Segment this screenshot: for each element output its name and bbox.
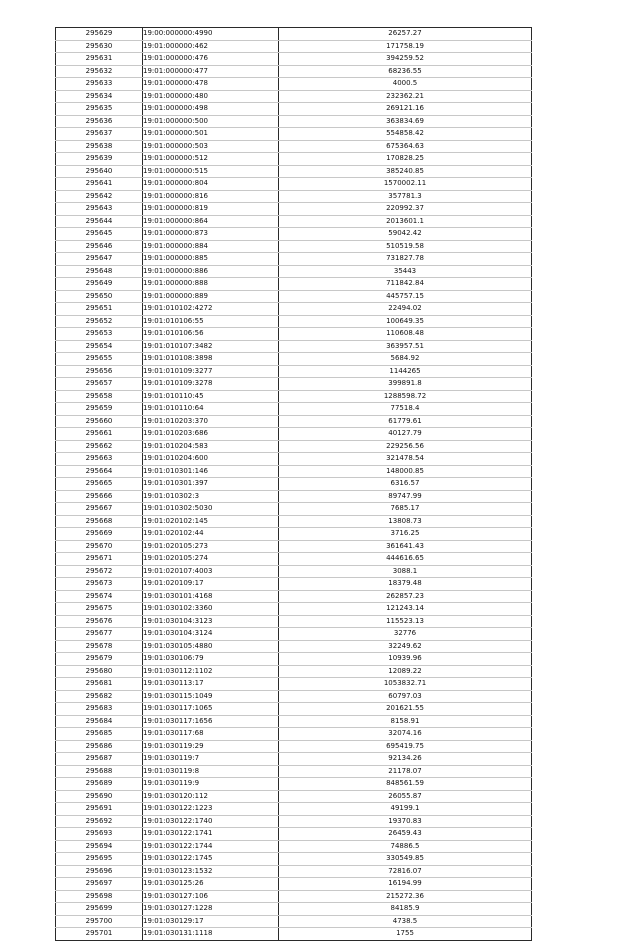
table-row [56,603,532,616]
table-row [56,240,532,253]
row-reference-cell: 19:01:010302:5030 [143,503,279,516]
table-row [56,103,532,116]
row-reference-cell: 19:01:000000:816 [143,190,279,203]
row-reference-cell: 19:01:030112:1102 [143,665,279,678]
row-id-cell: 295630 [56,40,143,53]
row-amount-cell: 6316.57 [279,478,532,491]
data-table [55,27,532,941]
table-row [56,340,532,353]
table-row [56,628,532,641]
table-row [56,778,532,791]
row-id-cell: 295648 [56,265,143,278]
row-amount-cell: 711842.84 [279,278,532,291]
row-amount-cell: 399891.8 [279,378,532,391]
row-reference-cell: 19:01:010106:56 [143,328,279,341]
row-reference-cell: 19:01:010203:370 [143,415,279,428]
row-id-cell: 295689 [56,778,143,791]
table-row [56,40,532,53]
table-row [56,403,532,416]
row-amount-cell: 110608.48 [279,328,532,341]
table-row [56,190,532,203]
row-reference-cell: 19:01:030104:3124 [143,628,279,641]
row-amount-cell: 229256.56 [279,440,532,453]
row-reference-cell: 19:01:020102:145 [143,515,279,528]
row-id-cell: 295638 [56,140,143,153]
row-amount-cell: 361641.43 [279,540,532,553]
row-reference-cell: 19:01:030101:4168 [143,590,279,603]
row-amount-cell: 385240.85 [279,165,532,178]
row-amount-cell: 89747.99 [279,490,532,503]
row-id-cell: 295644 [56,215,143,228]
row-reference-cell: 19:01:020105:274 [143,553,279,566]
row-id-cell: 295693 [56,828,143,841]
row-reference-cell: 19:01:010108:3898 [143,353,279,366]
row-reference-cell: 19:01:000000:500 [143,115,279,128]
row-reference-cell: 19:01:000000:478 [143,78,279,91]
row-id-cell: 295686 [56,740,143,753]
row-id-cell: 295684 [56,715,143,728]
row-id-cell: 295653 [56,328,143,341]
row-amount-cell: 201621.55 [279,703,532,716]
row-id-cell: 295681 [56,678,143,691]
row-reference-cell: 19:01:030113:17 [143,678,279,691]
row-amount-cell: 394259.52 [279,53,532,66]
table-row [56,378,532,391]
row-id-cell: 295664 [56,465,143,478]
table-row [56,178,532,191]
row-reference-cell: 19:01:030120:112 [143,790,279,803]
row-id-cell: 295687 [56,753,143,766]
row-amount-cell: 731827.78 [279,253,532,266]
row-amount-cell: 170828.25 [279,153,532,166]
row-id-cell: 295654 [56,340,143,353]
row-amount-cell: 10939.96 [279,653,532,666]
row-id-cell: 295688 [56,765,143,778]
table-row [56,215,532,228]
row-reference-cell: 19:01:030104:3123 [143,615,279,628]
row-reference-cell: 19:01:010204:600 [143,453,279,466]
table-row [56,28,532,41]
row-id-cell: 295680 [56,665,143,678]
table-row [56,203,532,216]
row-amount-cell: 3716.25 [279,528,532,541]
row-id-cell: 295669 [56,528,143,541]
row-id-cell: 295667 [56,503,143,516]
row-id-cell: 295635 [56,103,143,116]
table-row [56,453,532,466]
table-row [56,753,532,766]
row-reference-cell: 19:01:030119:7 [143,753,279,766]
row-id-cell: 295699 [56,903,143,916]
row-reference-cell: 19:01:030122:1744 [143,840,279,853]
table-row [56,740,532,753]
row-reference-cell: 19:01:000000:873 [143,228,279,241]
row-amount-cell: 100649.35 [279,315,532,328]
table-row [56,253,532,266]
table-row [56,915,532,928]
table-row [56,565,532,578]
table-row [56,578,532,591]
row-id-cell: 295701 [56,928,143,941]
row-id-cell: 295700 [56,915,143,928]
row-id-cell: 295636 [56,115,143,128]
row-id-cell: 295640 [56,165,143,178]
row-reference-cell: 19:01:030125:26 [143,878,279,891]
row-id-cell: 295649 [56,278,143,291]
row-reference-cell: 19:01:020102:44 [143,528,279,541]
row-reference-cell: 19:01:000000:885 [143,253,279,266]
row-reference-cell: 19:01:000000:480 [143,90,279,103]
table-row [56,490,532,503]
row-id-cell: 295672 [56,565,143,578]
row-amount-cell: 35443 [279,265,532,278]
table-row [56,653,532,666]
row-amount-cell: 148000.85 [279,465,532,478]
row-id-cell: 295650 [56,290,143,303]
row-id-cell: 295639 [56,153,143,166]
row-id-cell: 295671 [56,553,143,566]
row-id-cell: 295677 [56,628,143,641]
row-amount-cell: 32776 [279,628,532,641]
row-amount-cell: 26257.27 [279,28,532,41]
row-reference-cell: 19:01:000000:462 [143,40,279,53]
row-reference-cell: 19:01:010110:45 [143,390,279,403]
row-amount-cell: 1570002.11 [279,178,532,191]
row-id-cell: 295666 [56,490,143,503]
table-row [56,65,532,78]
table-row [56,765,532,778]
row-id-cell: 295655 [56,353,143,366]
row-reference-cell: 19:01:000000:515 [143,165,279,178]
row-reference-cell: 19:01:000000:501 [143,128,279,141]
row-amount-cell: 220992.37 [279,203,532,216]
table-row [56,640,532,653]
row-reference-cell: 19:01:030119:9 [143,778,279,791]
table-row [56,815,532,828]
row-id-cell: 295634 [56,90,143,103]
row-amount-cell: 675364.63 [279,140,532,153]
table-row [56,90,532,103]
row-id-cell: 295647 [56,253,143,266]
table-row [56,278,532,291]
row-amount-cell: 321478.54 [279,453,532,466]
row-amount-cell: 171758.19 [279,40,532,53]
table-row [56,315,532,328]
row-amount-cell: 444616.65 [279,553,532,566]
row-id-cell: 295696 [56,865,143,878]
row-amount-cell: 554858.42 [279,128,532,141]
row-amount-cell: 4738.5 [279,915,532,928]
row-amount-cell: 3088.1 [279,565,532,578]
table-body [56,28,532,941]
row-id-cell: 295631 [56,53,143,66]
table-row [56,728,532,741]
row-amount-cell: 2013601.1 [279,215,532,228]
row-reference-cell: 19:01:020107:4003 [143,565,279,578]
row-amount-cell: 363834.69 [279,115,532,128]
row-amount-cell: 68236.55 [279,65,532,78]
row-id-cell: 295674 [56,590,143,603]
table-row [56,353,532,366]
table-row [56,165,532,178]
table-row [56,803,532,816]
row-reference-cell: 19:01:000000:819 [143,203,279,216]
table-row [56,478,532,491]
row-reference-cell: 19:01:030131:1118 [143,928,279,941]
row-reference-cell: 19:01:000000:888 [143,278,279,291]
table-row [56,115,532,128]
row-reference-cell: 19:01:000000:886 [143,265,279,278]
row-reference-cell: 19:01:020109:17 [143,578,279,591]
row-amount-cell: 510519.58 [279,240,532,253]
row-id-cell: 295656 [56,365,143,378]
row-id-cell: 295663 [56,453,143,466]
row-reference-cell: 19:01:030127:106 [143,890,279,903]
table-row [56,615,532,628]
table-row [56,715,532,728]
row-id-cell: 295685 [56,728,143,741]
row-amount-cell: 26055.87 [279,790,532,803]
row-reference-cell: 19:01:030117:68 [143,728,279,741]
row-amount-cell: 121243.14 [279,603,532,616]
row-id-cell: 295633 [56,78,143,91]
table-row [56,428,532,441]
row-id-cell: 295683 [56,703,143,716]
row-id-cell: 295679 [56,653,143,666]
row-amount-cell: 61779.61 [279,415,532,428]
row-reference-cell: 19:01:030117:1065 [143,703,279,716]
table-row [56,828,532,841]
row-id-cell: 295697 [56,878,143,891]
row-id-cell: 295646 [56,240,143,253]
table-row [56,415,532,428]
row-id-cell: 295662 [56,440,143,453]
row-reference-cell: 19:01:000000:804 [143,178,279,191]
row-amount-cell: 1144265 [279,365,532,378]
row-reference-cell: 19:01:010302:3 [143,490,279,503]
table-row [56,390,532,403]
row-id-cell: 295665 [56,478,143,491]
table-row [56,590,532,603]
row-reference-cell: 19:01:030122:1745 [143,853,279,866]
row-reference-cell: 19:01:030123:1532 [143,865,279,878]
row-reference-cell: 19:01:030106:79 [143,653,279,666]
row-amount-cell: 357781.3 [279,190,532,203]
row-reference-cell: 19:01:000000:884 [143,240,279,253]
row-reference-cell: 19:01:010102:4272 [143,303,279,316]
row-amount-cell: 5684.92 [279,353,532,366]
row-amount-cell: 232362.21 [279,90,532,103]
row-reference-cell: 19:01:010109:3277 [143,365,279,378]
table-row [56,503,532,516]
table-row [56,303,532,316]
row-amount-cell: 12089.22 [279,665,532,678]
row-reference-cell: 19:01:010106:55 [143,315,279,328]
row-reference-cell: 19:01:030117:1656 [143,715,279,728]
row-reference-cell: 19:01:010301:397 [143,478,279,491]
row-amount-cell: 19370.83 [279,815,532,828]
row-reference-cell: 19:01:030115:1049 [143,690,279,703]
table-row [56,878,532,891]
row-amount-cell: 77518.4 [279,403,532,416]
table-row [56,928,532,941]
table-row [56,78,532,91]
row-amount-cell: 363957.51 [279,340,532,353]
row-amount-cell: 1053832.71 [279,678,532,691]
row-reference-cell: 19:01:000000:512 [143,153,279,166]
table-row [56,665,532,678]
row-amount-cell: 32249.62 [279,640,532,653]
row-amount-cell: 8158.91 [279,715,532,728]
row-reference-cell: 19:01:000000:503 [143,140,279,153]
row-reference-cell: 19:01:010109:3278 [143,378,279,391]
row-amount-cell: 84185.9 [279,903,532,916]
row-amount-cell: 7685.17 [279,503,532,516]
table-row [56,328,532,341]
table-row [56,265,532,278]
table-row [56,540,532,553]
row-amount-cell: 330549.85 [279,853,532,866]
row-id-cell: 295661 [56,428,143,441]
row-amount-cell: 26459.43 [279,828,532,841]
row-amount-cell: 92134.26 [279,753,532,766]
row-reference-cell: 19:01:030127:1228 [143,903,279,916]
row-reference-cell: 19:01:010110:64 [143,403,279,416]
row-id-cell: 295659 [56,403,143,416]
row-amount-cell: 215272.36 [279,890,532,903]
table-row [56,690,532,703]
row-reference-cell: 19:01:030119:29 [143,740,279,753]
row-id-cell: 295651 [56,303,143,316]
row-amount-cell: 32074.16 [279,728,532,741]
row-id-cell: 295642 [56,190,143,203]
table-row [56,553,532,566]
table-row [56,153,532,166]
row-reference-cell: 19:01:030102:3360 [143,603,279,616]
row-reference-cell: 19:01:030129:17 [143,915,279,928]
table-row [56,290,532,303]
row-amount-cell: 72816.07 [279,865,532,878]
row-reference-cell: 19:01:000000:889 [143,290,279,303]
table-row [56,515,532,528]
row-reference-cell: 19:01:030122:1740 [143,815,279,828]
row-reference-cell: 19:01:010203:686 [143,428,279,441]
row-reference-cell: 19:01:030105:4880 [143,640,279,653]
row-amount-cell: 16194.99 [279,878,532,891]
row-id-cell: 295682 [56,690,143,703]
table-row [56,840,532,853]
row-reference-cell: 19:01:030122:1741 [143,828,279,841]
row-id-cell: 295694 [56,840,143,853]
row-reference-cell: 19:01:030122:1223 [143,803,279,816]
row-id-cell: 295698 [56,890,143,903]
row-id-cell: 295695 [56,853,143,866]
table-row [56,678,532,691]
row-amount-cell: 22494.02 [279,303,532,316]
row-id-cell: 295691 [56,803,143,816]
row-id-cell: 295643 [56,203,143,216]
table-row [56,790,532,803]
row-reference-cell: 19:01:010204:583 [143,440,279,453]
row-id-cell: 295629 [56,28,143,41]
table-row [56,865,532,878]
row-id-cell: 295660 [56,415,143,428]
row-reference-cell: 19:01:010107:3482 [143,340,279,353]
row-amount-cell: 59042.42 [279,228,532,241]
row-reference-cell: 19:01:020105:273 [143,540,279,553]
row-amount-cell: 848561.59 [279,778,532,791]
row-id-cell: 295670 [56,540,143,553]
row-amount-cell: 1288598.72 [279,390,532,403]
row-amount-cell: 40127.79 [279,428,532,441]
row-id-cell: 295676 [56,615,143,628]
row-reference-cell: 19:01:000000:476 [143,53,279,66]
row-id-cell: 295641 [56,178,143,191]
row-reference-cell: 19:01:010301:146 [143,465,279,478]
table-row [56,890,532,903]
table-row [56,465,532,478]
row-amount-cell: 49199.1 [279,803,532,816]
row-id-cell: 295645 [56,228,143,241]
row-id-cell: 295673 [56,578,143,591]
row-id-cell: 295658 [56,390,143,403]
row-amount-cell: 115523.13 [279,615,532,628]
row-amount-cell: 1755 [279,928,532,941]
row-id-cell: 295678 [56,640,143,653]
row-amount-cell: 21178.07 [279,765,532,778]
row-amount-cell: 60797.03 [279,690,532,703]
table-row [56,903,532,916]
row-id-cell: 295668 [56,515,143,528]
row-amount-cell: 13808.73 [279,515,532,528]
row-id-cell: 295632 [56,65,143,78]
row-amount-cell: 74886.5 [279,840,532,853]
row-amount-cell: 262857.23 [279,590,532,603]
row-id-cell: 295675 [56,603,143,616]
table-row [56,140,532,153]
row-reference-cell: 19:00:000000:4990 [143,28,279,41]
row-reference-cell: 19:01:000000:498 [143,103,279,116]
table-row [56,53,532,66]
row-reference-cell: 19:01:000000:477 [143,65,279,78]
row-amount-cell: 445757.15 [279,290,532,303]
row-id-cell: 295657 [56,378,143,391]
row-reference-cell: 19:01:000000:864 [143,215,279,228]
row-amount-cell: 269121.16 [279,103,532,116]
table-row [56,365,532,378]
table-row [56,528,532,541]
row-id-cell: 295692 [56,815,143,828]
table-row [56,228,532,241]
table-row [56,128,532,141]
row-amount-cell: 4000.5 [279,78,532,91]
table-row [56,853,532,866]
row-id-cell: 295652 [56,315,143,328]
table-row [56,440,532,453]
row-reference-cell: 19:01:030119:8 [143,765,279,778]
row-id-cell: 295637 [56,128,143,141]
row-id-cell: 295690 [56,790,143,803]
row-amount-cell: 695419.75 [279,740,532,753]
row-amount-cell: 18379.48 [279,578,532,591]
table-row [56,703,532,716]
